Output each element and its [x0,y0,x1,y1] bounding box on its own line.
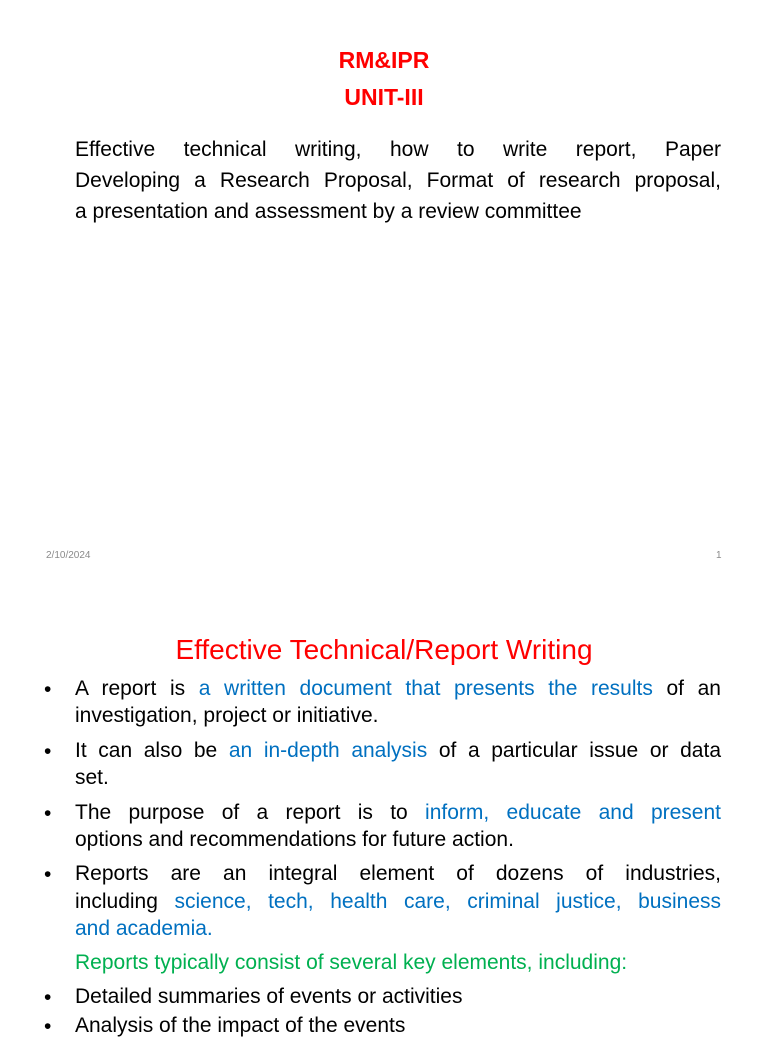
slide-title: Effective Technical/Report Writing [175,634,593,665]
slide-title-line2: UNIT-III [344,84,424,110]
bullet-text: The purpose of a report is to inform, educate and present [75,801,721,824]
slide-date: 2/10/2024 [46,550,91,561]
bullet-text: A report is a written document that presents the results of an [75,677,721,700]
bullet-text: set. [75,766,109,789]
body-line: Effective technical writing, how to write report, Paper [75,138,721,161]
bullet-text: It can also be an in-depth analysis of a particular issue or data [75,739,721,762]
bullet-text: Detailed summaries of events or activities [75,985,463,1008]
bullet-icon: • [44,1015,52,1038]
bullet-text: Analysis of the impact of the events [75,1014,406,1037]
bullet-icon: • [44,802,52,825]
slide-number: 1 [716,550,722,561]
bullet-icon: • [44,863,52,886]
bullet-icon: • [44,678,52,701]
body-line: a presentation and assessment by a review committee [75,200,582,223]
bullet-text: investigation, project or initiative. [75,704,379,727]
bullet-text: including science, tech, health care, criminal justice, business [75,890,722,913]
body-line: Developing a Research Proposal, Format of research proposal, [75,169,721,192]
green-subheading: Reports typically consist of several key elements, including: [75,951,628,974]
bullet-text: and academia. [75,917,213,940]
slide-2 [0,586,768,1038]
bullet-icon: • [44,740,52,763]
slide-title-line1: RM&IPR [338,47,430,73]
bullet-icon: • [44,986,52,1009]
bullet-text: options and recommendations for future action. [75,828,514,851]
bullet-text: Reports are an integral element of dozens of industries, [75,862,721,885]
